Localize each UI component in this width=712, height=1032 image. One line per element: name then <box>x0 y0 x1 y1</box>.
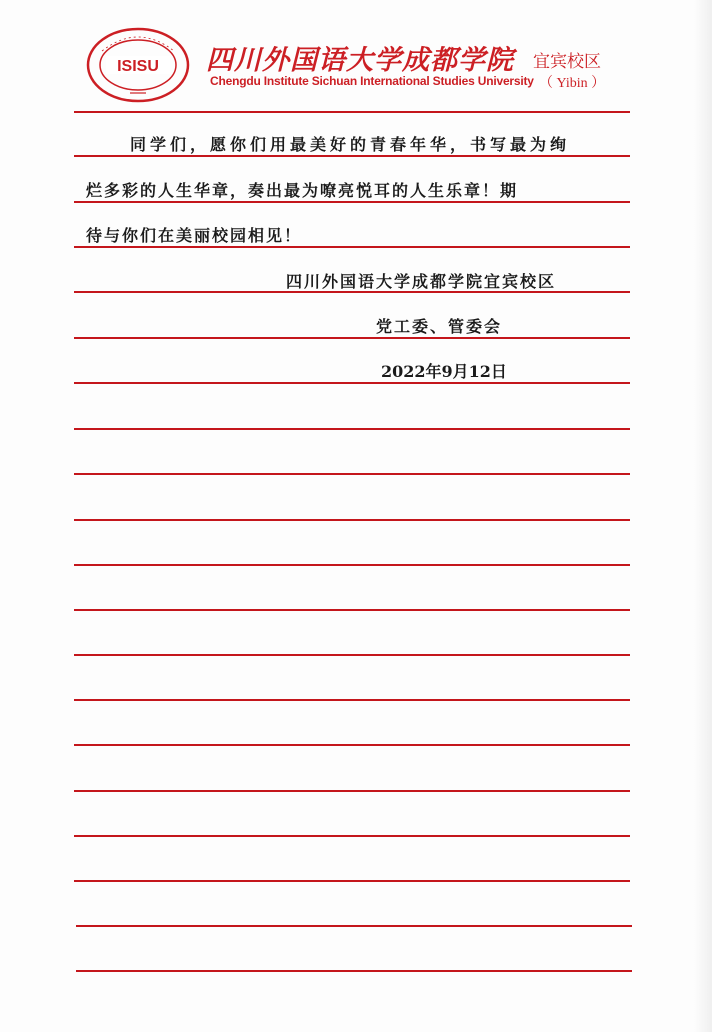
rule-line <box>74 699 630 701</box>
rule-line <box>76 970 632 972</box>
rule-line <box>74 790 630 792</box>
campus-name-en: （ Yibin ） <box>539 76 606 91</box>
letter-line-2: 烂多彩的人生华章，奏出最为嘹亮悦耳的人生乐章！期 <box>86 181 519 200</box>
school-logo <box>86 27 190 103</box>
rule-line <box>74 201 630 203</box>
signature-org: 四川外国语大学成都学院宜宾校区 <box>286 272 557 291</box>
letter-date: 2022年9月12日 <box>381 362 507 381</box>
signature-committee: 党工委、管委会 <box>376 317 503 336</box>
rule-line <box>74 473 630 475</box>
rule-line <box>74 428 630 430</box>
campus-name-cn: 宜宾校区 <box>533 52 601 72</box>
logo-text: ISISU <box>117 58 159 75</box>
rule-line <box>74 111 630 113</box>
rule-line <box>74 744 630 746</box>
letter-line-1: 同学们，愿你们用最美好的青春年华，书写最为绚 <box>130 135 571 154</box>
rule-line <box>74 835 630 837</box>
rule-line <box>74 609 630 611</box>
letter-line-3: 待与你们在美丽校园相见！ <box>86 226 303 245</box>
rule-line <box>74 155 630 157</box>
school-name-en: Chengdu Institute Sichuan International Studies University <box>210 74 534 88</box>
rule-line <box>74 880 630 882</box>
rule-line <box>74 337 630 339</box>
rule-line <box>74 382 630 384</box>
rule-line <box>74 564 630 566</box>
rule-line <box>74 246 630 248</box>
school-name-cn: 四川外国语大学成都学院 <box>206 45 514 76</box>
rule-line <box>74 519 630 521</box>
rule-line <box>74 654 630 656</box>
rule-line <box>76 925 632 927</box>
page-edge-shadow <box>694 0 712 1032</box>
